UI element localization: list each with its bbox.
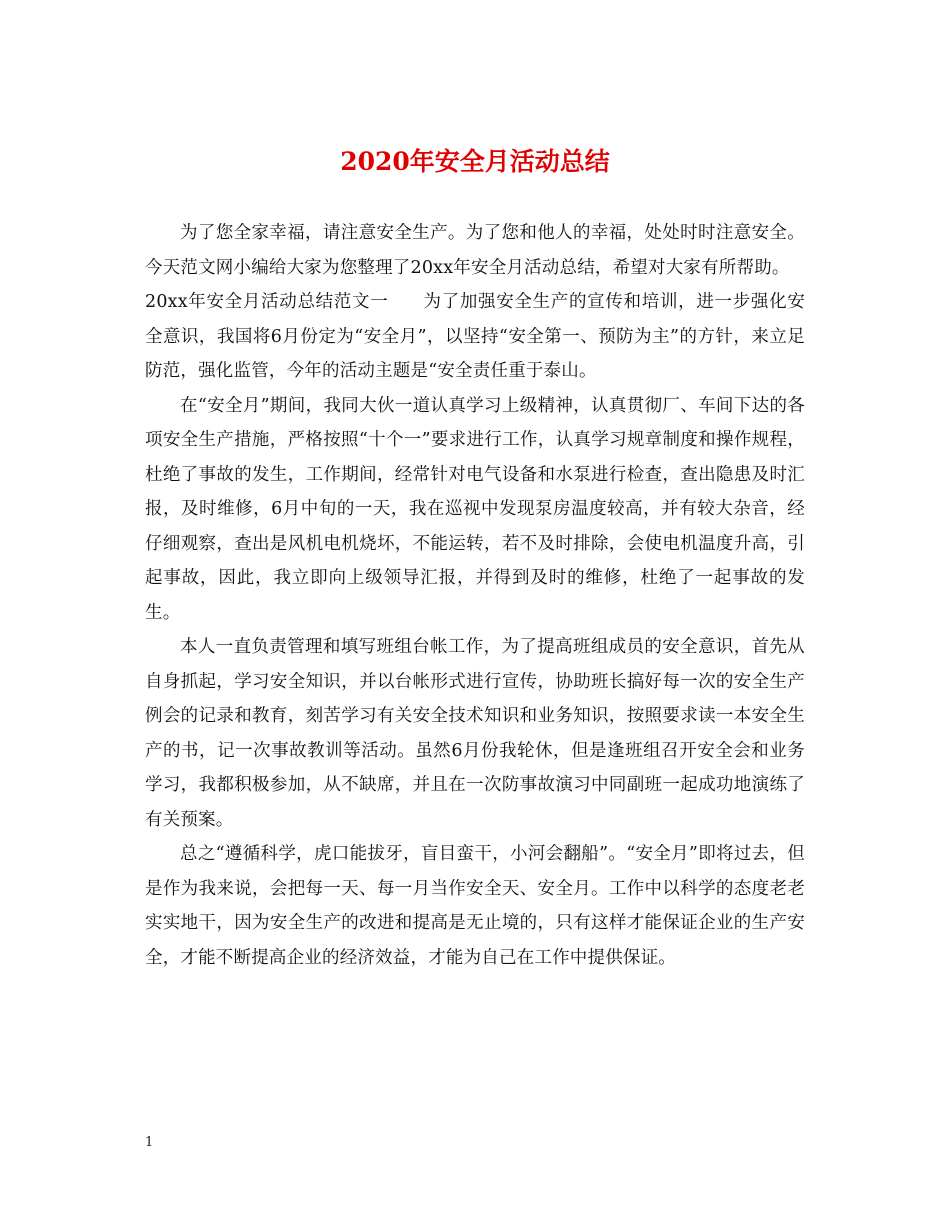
sample-paragraph-text: 为了加强安全生产的宣传和培训，进一步强化安全意识，我国将6月份定为“安全月”，以坚持“安全第一、预防为主”的方针，来立足防范，强化监管，今年的活动主题是“安全责任重于泰山。 [145, 292, 805, 381]
page-title: 2020年安全月活动总结 [340, 147, 610, 176]
document-body [145, 216, 805, 975]
sample-paragraph [145, 285, 805, 389]
body-paragraph-4: 总之“遵循科学，虎口能拔牙，盲目蛮干，小河会翻船”。“安全月”即将过去，但是作为我来说，会把每一天、每一月当作安全天、安全月。工作中以科学的态度老老实实地干，因为安全生产的改进和提高是无止境的，只有这样才能保证企业的生产安全，才能不断提高企业的经济效益，才能为自己在工作中提供保证。 [145, 844, 805, 968]
body-paragraph-2: 在“安全月”期间，我同大伙一道认真学习上级精神，认真贯彻厂、车间下达的各项安全生产措施，严格按照“十个一”要求进行工作，认真学习规章制度和操作规程，杜绝了事故的发生，工作期间，经常针对电气设备和水泵进行检查，查出隐患及时汇报，及时维修，6月中旬的一天，我在巡视中发现泵房温度较高，并有较大杂音，经仔细观察，查出是风机电机烧坏，不能运转，若不及时排除，会使电机温度升高，引起事故，因此，我立即向上级领导汇报，并得到及时的维修，杜绝了一起事故的发生。 [145, 395, 805, 623]
body-paragraph-3: 本人一直负责管理和填写班组台帐工作，为了提高班组成员的安全意识，首先从自身抓起，学习安全知识，并以台帐形式进行宣传，协助班长搞好每一次的安全生产例会的记录和教育，刻苦学习有关安全技术知识和业务知识，按照要求读一本安全生产的书，记一次事故教训等活动。虽然6月份我轮休，但是逢班组召开安全会和业务学习，我都积极参加，从不缺席，并且在一次防事故演习中同副班一起成功地演练了有关预案。 [145, 637, 805, 830]
sample-heading: 20xx年安全月活动总结范文一 [145, 292, 389, 312]
intro-paragraph: 为了您全家幸福，请注意安全生产。为了您和他人的幸福，处处时时注意安全。今天范文网小编给大家为您整理了20xx年安全月活动总结，希望对大家有所帮助。 [145, 223, 805, 278]
page-number: 1 [145, 1135, 154, 1150]
